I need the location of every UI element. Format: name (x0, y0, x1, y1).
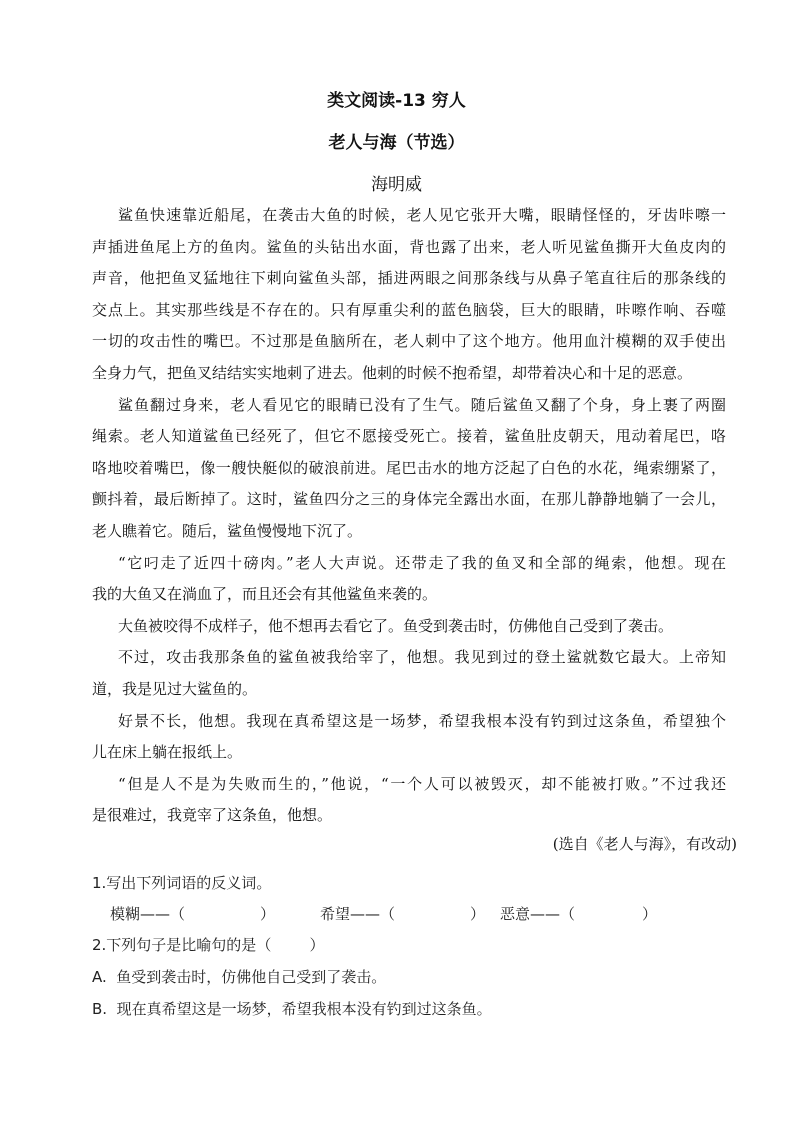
antonym-item-label: 恶意——（ (500, 905, 576, 923)
antonym-item-label: 希望——（ (320, 905, 396, 923)
question-1: 1.写出下列词语的反义词。 (92, 874, 272, 892)
paragraph (92, 772, 726, 835)
antonym-item-label: 模糊——（ (110, 905, 186, 923)
paragraph-line: 交点上。其实那些线是不存在的。只有厚重尖利的蓝色脑袋，巨大的眼睛，咔嚓作响、吞噬 (92, 300, 726, 319)
paragraph-line: 大鱼被咬得不成样子，他不想再去看它了。鱼受到袭击时，仿佛他自己受到了袭击。 (118, 616, 674, 635)
paragraph-line: 儿在床上躺在报纸上。 (92, 743, 243, 762)
paragraph (92, 709, 726, 772)
paragraph-line: 全身力气，把鱼叉结结实实地刺了进去。他刺的时候不抱希望，却带着决心和十足的恶意。 (92, 363, 693, 382)
antonym-blank-close[interactable]: ） (470, 905, 486, 923)
source-note: (选自《老人与海》，有改动) (552, 835, 737, 853)
document-title: 类文阅读-13 穷人 (327, 91, 466, 111)
option-a: A. 鱼受到袭击时，仿佛他自己受到了袭击。 (92, 968, 387, 986)
paragraph-line: “但是人不是为失败而生的，”他说，“一个人可以被毁灭，却不能被打败。”不过我还 (118, 774, 726, 793)
paragraph-line: 声插进鱼尾上方的鱼肉。鲨鱼的头钻出水面，背也露了出来，老人听见鲨鱼撕开大鱼皮肉的 (92, 237, 726, 256)
paragraph-line: 绳索。老人知道鲨鱼已经死了，但它不愿接受死亡。接着，鲨鱼肚皮朝天，甩动着尾巴，咯 (92, 427, 726, 446)
antonym-blank-close[interactable]: ） (260, 905, 276, 923)
paragraph (92, 203, 726, 393)
paragraph-line: 颤抖着，最后断掉了。这时，鲨鱼四分之三的身体完全露出水面，在那儿静静地躺了一会儿， (92, 490, 726, 509)
paragraph (92, 393, 726, 551)
paragraph (92, 551, 726, 614)
paragraph-line: 不过，攻击我那条鱼的鲨鱼被我给宰了，他想。我见到过的登土鲨就数它最大。上帝知 (118, 648, 726, 667)
paragraph-line: “它叼走了近四十磅肉。”老人大声说。还带走了我的鱼叉和全部的绳索，他想。现在 (118, 553, 726, 572)
paragraph-line: 声音，他把鱼叉猛地往下刺向鲨鱼头部，插进两眼之间那条线与从鼻子笔直往后的那条线的 (92, 269, 726, 288)
paragraph-line: 我的大鱼又在淌血了，而且还会有其他鲨鱼来袭的。 (92, 585, 438, 604)
option-b: B. 现在真希望这是一场梦，希望我根本没有钓到过这条鱼。 (92, 1000, 492, 1018)
article-title: 老人与海（节选） (328, 133, 465, 153)
question-2: 2.下列句子是比喻句的是（ ） (92, 936, 325, 954)
paragraph-line: 道，我是见过大鲨鱼的。 (92, 679, 258, 698)
paragraph-line: 咯地咬着嘴巴，像一艘快艇似的破浪前进。尾巴击水的地方泛起了白色的水花，绳索绷紧了， (92, 458, 726, 477)
paragraph (92, 614, 726, 646)
paragraph-line: 是很难过，我竟宰了这条鱼，他想。 (92, 806, 333, 825)
paragraph-line: 老人瞧着它。随后，鲨鱼慢慢地下沉了。 (92, 521, 363, 540)
author: 海明威 (371, 175, 422, 195)
article-body (92, 203, 726, 835)
paragraph-line: 好景不长，他想。我现在真希望这是一场梦，希望我根本没有钓到过这条鱼，希望独个 (118, 711, 726, 730)
paragraph-line: 鲨鱼翻过身来，老人看见它的眼睛已没有了生气。随后鲨鱼又翻了个身，身上裹了两圈 (118, 395, 726, 414)
paragraph-line: 鲨鱼快速靠近船尾，在袭击大鱼的时候，老人见它张开大嘴，眼睛怪怪的，牙齿咔嚓一 (118, 206, 726, 224)
antonym-blank-close[interactable]: ） (642, 905, 658, 923)
paragraph (92, 645, 726, 708)
paragraph-line: 一切的攻击性的嘴巴。不过那是鱼脑所在，老人刺中了这个地方。他用血汁模糊的双手使出 (92, 332, 726, 351)
